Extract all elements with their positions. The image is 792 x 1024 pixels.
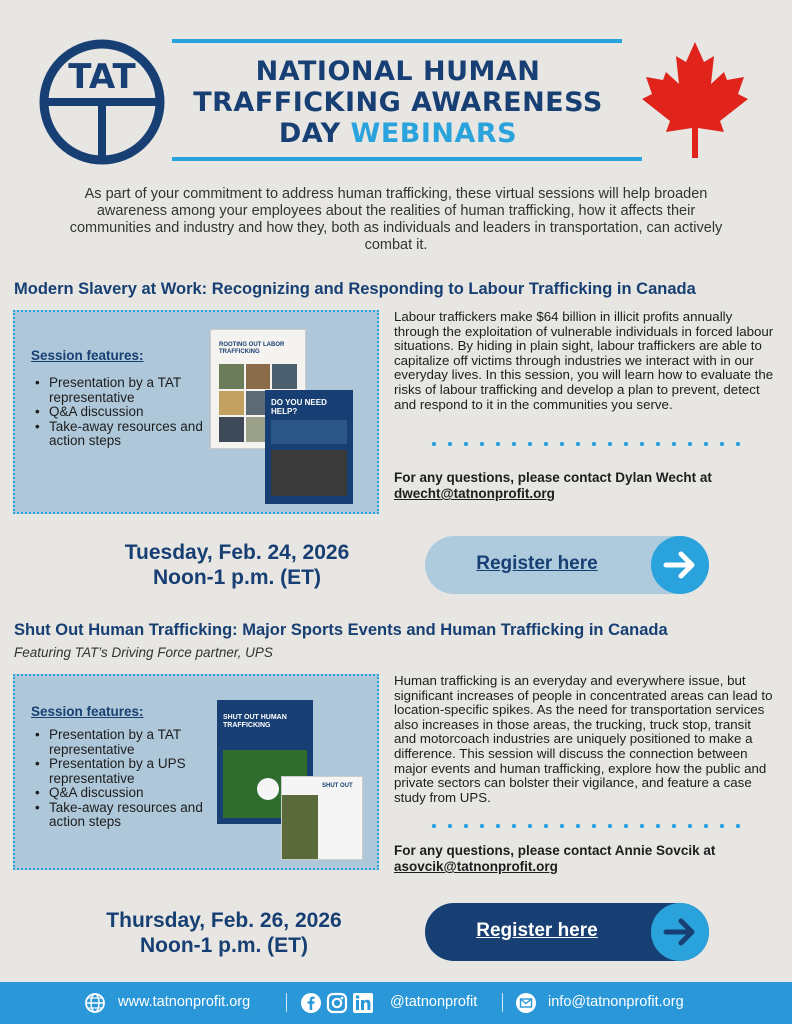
session1-date: Tuesday, Feb. 24, 2026 Noon-1 p.m. (ET) <box>124 541 350 589</box>
session2-register-button[interactable] <box>425 903 709 961</box>
list-item: • Presentation by a TAT representative <box>49 376 219 405</box>
footer-divider <box>286 993 287 1012</box>
header-line-bottom <box>172 157 642 161</box>
session2-features-list <box>49 728 209 830</box>
session2-contact: For any questions, please contact Annie Sovcik at asovcik@tatnonprofit.org <box>394 843 716 874</box>
session2-date: Thursday, Feb. 26, 2026 Noon-1 p.m. (ET) <box>106 909 342 957</box>
session1-features-list <box>49 376 219 449</box>
instagram-icon[interactable] <box>326 992 348 1014</box>
session2-subtitle: Featuring TAT’s Driving Force partner, UPS <box>14 645 273 660</box>
register-label: Register here <box>476 553 598 574</box>
session2-features-heading: Session features: <box>31 704 144 719</box>
list-item: • Presentation by a TAT representative <box>49 728 209 757</box>
tat-logo <box>38 38 166 166</box>
session2-features-box <box>13 674 379 870</box>
footer-divider <box>502 993 503 1012</box>
globe-icon <box>84 992 106 1014</box>
session1-description: Labour traffickers make $64 billion in illicit profits annually through the exploitation of vulnerable individuals in forced labour situations. By hiding in plain sight, labour traffickers are able to capitalize off victims through industries we interact with in our everyday lives. In this session, you will learn how to evaluate the risks of labour trafficking and develop a plan to prevent, detect and respond to it in the communities you serve. <box>394 309 774 412</box>
list-item: • Presentation by a UPS representative <box>49 757 209 786</box>
footer-email-link[interactable]: info@tatnonprofit.org <box>548 994 684 1010</box>
footer-handle: @tatnonprofit <box>390 994 478 1010</box>
session2-contact-email[interactable]: asovcik@tatnonprofit.org <box>394 859 558 874</box>
session1-contact-email[interactable]: dwecht@tatnonprofit.org <box>394 486 555 501</box>
page-title: NATIONAL HUMAN TRAFFICKING AWARENESS DAY WEBINARS <box>193 56 603 149</box>
session1-title: Modern Slavery at Work: Recognizing and Responding to Labour Trafficking in Canada <box>14 280 696 298</box>
list-item: • Q&A discussion <box>49 405 219 420</box>
maple-leaf-icon <box>630 36 760 166</box>
session1-register-button[interactable] <box>425 536 709 594</box>
footer-website-link[interactable]: www.tatnonprofit.org <box>118 994 251 1010</box>
arrow-right-icon <box>651 536 709 594</box>
register-label: Register here <box>476 920 598 941</box>
intro-text: As part of your commitment to address human trafficking, these virtual sessions will help broaden awareness among your employees about the realities of human trafficking, how it affects their communities and industry and how they, both as individuals and leaders in transportation, can actively combat it. <box>69 186 723 253</box>
envelope-icon <box>515 992 537 1014</box>
header-line-top <box>172 39 622 43</box>
session2-thumbnail-a: SHUT OUT HUMAN TRAFFICKING <box>217 700 313 824</box>
list-item: • Take-away resources and action steps <box>49 801 209 830</box>
session1-thumbnail-b: DO YOU NEED HELP? <box>265 390 353 504</box>
session2-thumbnail-b: SHUT OUT <box>281 776 363 860</box>
facebook-icon[interactable] <box>300 992 322 1014</box>
list-item: • Q&A discussion <box>49 786 209 801</box>
logo-text: TAT <box>68 57 136 97</box>
arrow-right-icon <box>651 903 709 961</box>
session1-contact: For any questions, please contact Dylan Wecht at dwecht@tatnonprofit.org <box>394 470 712 501</box>
session1-thumbnail-a: ROOTING OUT LABOR TRAFFICKING <box>210 329 306 449</box>
footer <box>0 982 792 1024</box>
session1-features-box <box>13 310 379 514</box>
list-item: • Take-away resources and action steps <box>49 420 219 449</box>
session2-description: Human trafficking is an everyday and everywhere issue, but significant increases of people in concentrated areas can lead to location-specific spikes. As the need for transportation services also increases in those areas, the trucking, truck stop, transit and motorcoach industries are uniquely positioned to make a difference. This session will discuss the connection between major events and human trafficking, explore how the public and private sectors can bolster their vigilance, and feature a case study from UPS. <box>394 673 773 805</box>
session1-dotted-divider <box>426 442 742 446</box>
session2-title: Shut Out Human Trafficking: Major Sports Events and Human Trafficking in Canada <box>14 621 668 639</box>
session2-dotted-divider <box>426 824 742 828</box>
session1-features-heading: Session features: <box>31 348 144 363</box>
linkedin-icon[interactable] <box>352 992 376 1014</box>
